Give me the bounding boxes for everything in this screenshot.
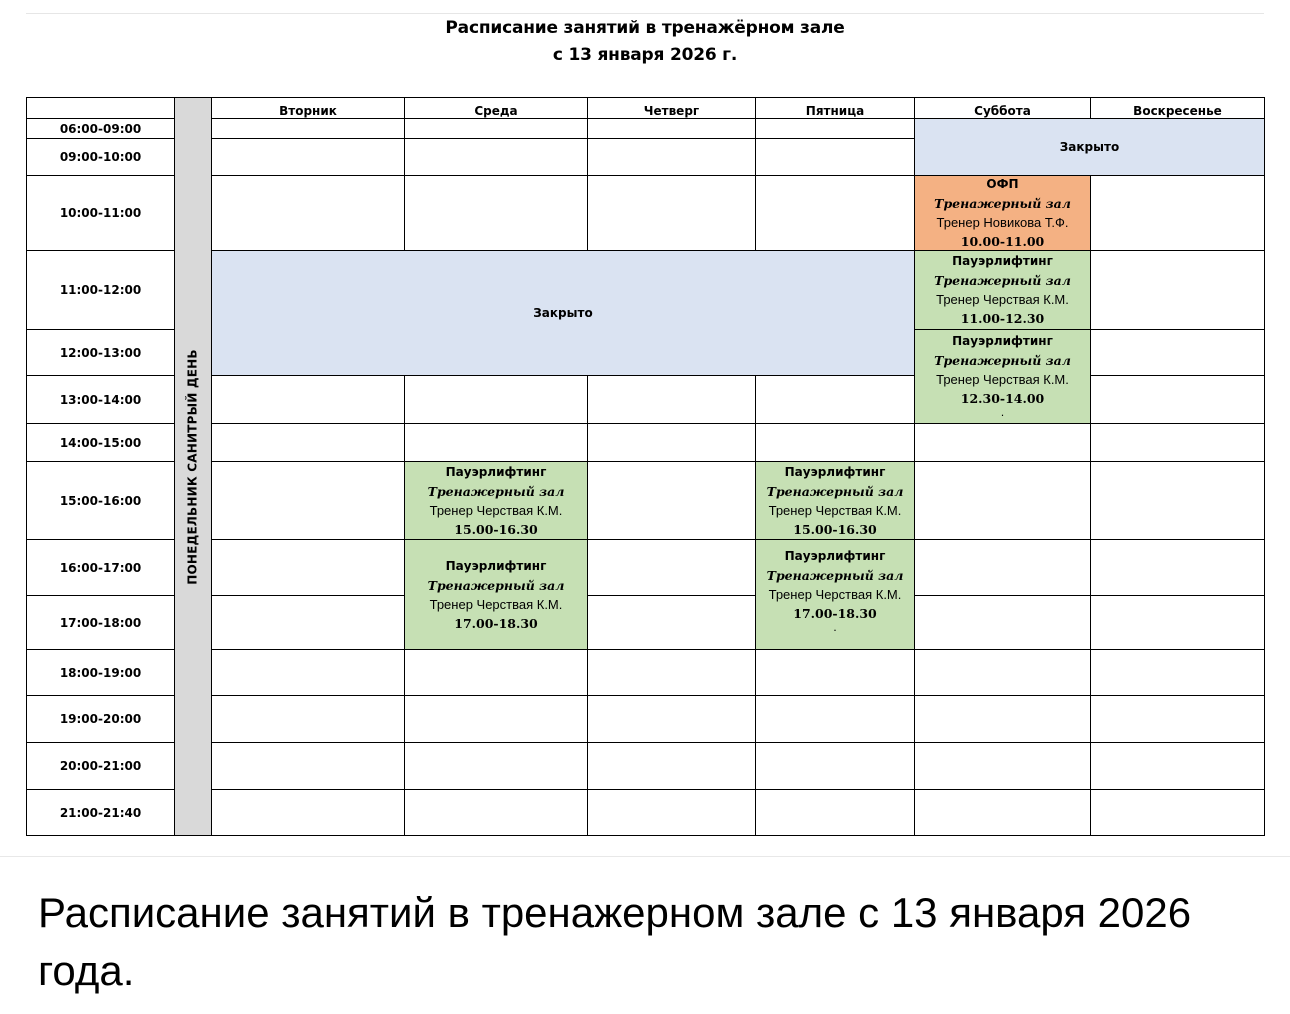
empty-cell [755,789,914,835]
empty-cell [404,789,587,835]
empty-cell [914,423,1090,461]
time-cell: 19:00-20:00 [26,695,174,742]
empty-cell [211,375,404,423]
empty-cell [587,695,755,742]
class-trainer: Тренер Черствая К.М. [429,502,563,518]
class-block-wed-powerlifting-2 [404,539,587,649]
class-time: 10.00-11.00 [960,234,1045,249]
empty-cell [755,375,914,423]
day-header-sunday: Воскресенье [1090,97,1264,118]
empty-cell [914,649,1090,695]
top-divider [26,13,1264,14]
class-block-fri-powerlifting-1 [755,461,914,539]
empty-cell [755,695,914,742]
empty-cell [587,649,755,695]
class-block-wed-powerlifting-1 [404,461,587,539]
time-cell: 12:00-13:00 [26,329,174,375]
class-hall: Тренажерный зал [427,483,565,499]
empty-cell [914,461,1090,539]
closed-block-weekend-morning [914,118,1264,175]
monday-column [174,97,211,835]
time-cell: 17:00-18:00 [26,595,174,649]
class-note: . [833,621,837,634]
class-name: Пауэрлифтинг [445,558,547,573]
empty-cell [755,649,914,695]
empty-cell [211,423,404,461]
empty-cell [211,175,404,250]
class-block-fri-powerlifting-2 [755,539,914,649]
schedule-table [26,97,1265,836]
empty-cell [755,118,914,138]
empty-cell [211,138,404,175]
closed-label: Закрыто [533,306,593,320]
class-block-sat-powerlifting-1 [914,250,1090,329]
empty-cell [755,423,914,461]
empty-cell [1090,539,1264,595]
empty-cell [211,695,404,742]
class-trainer: Тренер Черствая К.М. [936,372,1069,387]
empty-cell [211,742,404,789]
time-cell: 15:00-16:00 [26,461,174,539]
class-trainer: Тренер Черствая К.М. [768,502,902,518]
empty-cell [404,423,587,461]
day-header-thursday: Четверг [587,97,755,118]
class-hall: Тренажерный зал [766,568,904,583]
class-hall: Тренажерный зал [934,196,1071,211]
time-cell: 18:00-19:00 [26,649,174,695]
class-name: Пауэрлифтинг [784,464,886,479]
corner-cell [26,97,174,118]
empty-cell [404,138,587,175]
empty-cell [587,742,755,789]
empty-cell [914,695,1090,742]
empty-cell [1090,250,1264,329]
time-cell: 20:00-21:00 [26,742,174,789]
empty-cell [587,789,755,835]
empty-cell [1090,649,1264,695]
day-header-wednesday: Среда [404,97,587,118]
empty-cell [587,595,755,649]
class-trainer: Тренер Черствая К.М. [768,587,902,602]
empty-cell [404,175,587,250]
caption-divider [0,856,1290,857]
class-name: Пауэрлифтинг [952,254,1053,268]
empty-cell [404,742,587,789]
empty-cell [211,539,404,595]
class-name: Пауэрлифтинг [784,549,886,563]
empty-cell [755,138,914,175]
class-trainer: Тренер Новикова Т.Ф. [936,215,1069,230]
class-time: 17.00-18.30 [793,606,877,621]
class-hall: Тренажерный зал [934,273,1071,288]
empty-cell [1090,329,1264,375]
day-header-tuesday: Вторник [211,97,404,118]
class-note: . [1000,406,1005,419]
class-hall: Тренажерный зал [766,483,904,499]
class-time: 11.00-12.30 [960,311,1045,326]
empty-cell [404,118,587,138]
monday-label: ПОНЕДЕЛЬНИК САНИТРЫЙ ДЕНЬ [186,348,201,585]
empty-cell [587,539,755,595]
class-trainer: Тренер Черствая К.М. [936,292,1069,307]
class-time: 15.00-16.30 [793,521,877,537]
empty-cell [1090,742,1264,789]
day-header-saturday: Суббота [914,97,1090,118]
closed-block-midday [211,250,914,375]
time-cell: 10:00-11:00 [26,175,174,250]
class-block-sat-ofp [914,175,1090,250]
class-time: 15.00-16.30 [454,521,538,537]
class-trainer: Тренер Черствая К.М. [429,596,563,612]
empty-cell [1090,375,1264,423]
schedule-subtitle: с 13 января 2026 г. [552,45,738,65]
empty-cell [755,742,914,789]
empty-cell [211,595,404,649]
empty-cell [1090,789,1264,835]
time-cell: 14:00-15:00 [26,423,174,461]
empty-cell [404,649,587,695]
empty-cell [1090,423,1264,461]
time-cell: 11:00-12:00 [26,250,174,329]
empty-cell [755,175,914,250]
empty-cell [914,742,1090,789]
empty-cell [914,595,1090,649]
schedule-title: Расписание занятий в тренажёрном зале [445,18,845,38]
class-block-sat-powerlifting-2 [914,329,1090,423]
empty-cell [1090,461,1264,539]
closed-label: Закрыто [1059,140,1120,154]
class-hall: Тренажерный зал [427,577,565,593]
time-cell: 06:00-09:00 [26,118,174,138]
class-time: 12.30-14.00 [960,391,1045,406]
image-caption: Расписание занятий в тренажерном зале с 13 января 2026 года. [38,889,1192,994]
empty-cell [211,649,404,695]
time-cell: 13:00-14:00 [26,375,174,423]
empty-cell [211,461,404,539]
empty-cell [404,695,587,742]
empty-cell [587,138,755,175]
class-name: Пауэрлифтинг [445,464,547,479]
time-cell: 16:00-17:00 [26,539,174,595]
empty-cell [211,118,404,138]
empty-cell [587,461,755,539]
empty-cell [914,789,1090,835]
time-cell: 21:00-21:40 [26,789,174,835]
empty-cell [1090,175,1264,250]
empty-cell [587,175,755,250]
class-name: ОФП [986,177,1019,191]
empty-cell [404,375,587,423]
empty-cell [1090,695,1264,742]
class-name: Пауэрлифтинг [952,334,1053,348]
empty-cell [211,789,404,835]
time-cell: 09:00-10:00 [26,138,174,175]
class-time: 17.00-18.30 [454,615,538,631]
empty-cell [914,539,1090,595]
empty-cell [587,118,755,138]
empty-cell [1090,595,1264,649]
empty-cell [587,375,755,423]
empty-cell [587,423,755,461]
class-hall: Тренажерный зал [934,353,1071,368]
day-header-friday: Пятница [755,97,914,118]
